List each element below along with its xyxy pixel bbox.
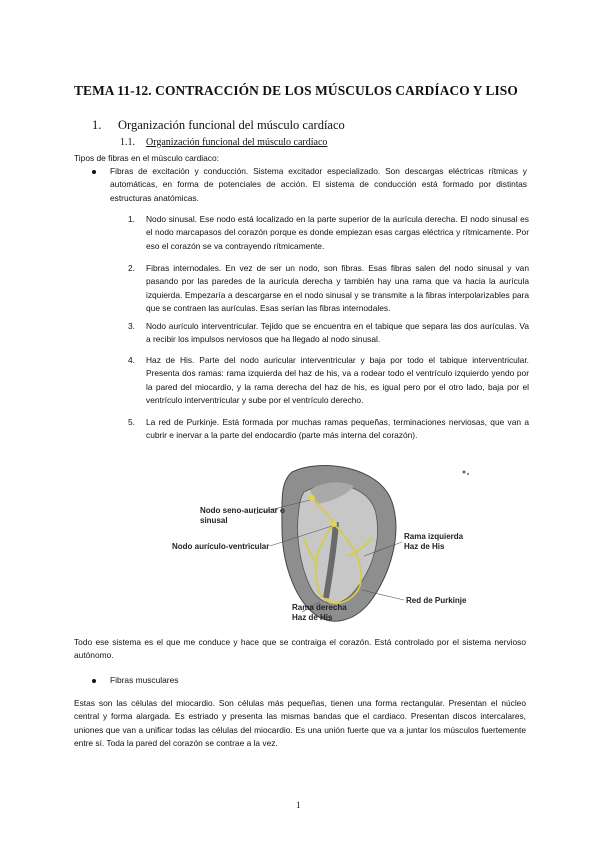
list-number: 4.: [128, 355, 135, 365]
bullet-fibras-excitacion: Fibras de excitación y conducción. Sistema excitador especializado. Son descargas eléctricas rítmicas y automáticas, en forma de potenciales de acción. El sistema de conducción está formado por distintas estructuras anatómicas.: [110, 166, 527, 203]
bullet-point: [92, 679, 96, 683]
page-title: TEMA 11-12. CONTRACCIÓN DE LOS MÚSCULOS CARDÍACO Y LISO: [74, 83, 518, 98]
list-item-red-purkinje: La red de Purkinje. Está formada por muchas ramas pequeñas, terminaciones nerviosas, que van a cubrir e inervar a la parte del endocardio (parte más interna del corazón).: [146, 417, 529, 441]
list-number: 2.: [128, 263, 135, 273]
list-item-nodo-auriculo: Nodo aurículo interventricular. Tejido que se encuentra en el tabique que separa las dos aurículas. Va a recibir los impulsos nerviosos que ha llegado al nodo sinusal.: [146, 321, 529, 345]
heart-conduction-figure: [170, 462, 480, 630]
subsection-title: Organización funcional del músculo cardíaco: [146, 137, 328, 148]
list-number: 5.: [128, 417, 135, 427]
subsection-number: 1.1.: [120, 137, 135, 148]
label-purkinje: Red de Purkinje: [406, 596, 467, 605]
list-number: 3.: [128, 321, 135, 331]
list-item-fibras-internodales: Fibras internodales. En vez de ser un nodo, son fibras. Esas fibras salen del nodo sinusal y van pasando por las paredes de la aurícula derecha y también hay una rama que va hacia la aurícula izquierda. Empezaría a descargarse en el nodo sinusal y se transmite a la fibras interpolarizables para que se contraen las aurículas. Esas serían las fibras internodales.: [146, 263, 529, 314]
figure-corner-mark: [463, 471, 470, 476]
bullet-fibras-musculares: Fibras musculares: [110, 675, 179, 685]
list-item-nodo-sinusal: Nodo sinusal. Ese nodo está localizado en la parte superior de la aurícula derecha. El nodo sinusal es el nodo marcapasos del corazón porque es donde empiezan esas cargas eléctrica y rítmicamente. Por eso el corazón se va contrayendo rítmicamente.: [146, 214, 529, 251]
label-av-node: Nodo aurículo-ventricular: [172, 542, 270, 551]
label-right-branch: Rama derecha Haz de His: [292, 603, 347, 622]
subsection-heading: [120, 137, 327, 148]
label-left-branch: Rama izquierda Haz de His: [404, 532, 464, 551]
page-number: 1: [296, 800, 301, 810]
list-item-haz-de-his: Haz de His. Parte del nodo auricular interventricular y baja por todo el tabique interventricular. Presenta dos ramas: rama izquierda del haz de his, va a rodear todo el ventrículo izquierdo yendo por la pared del miocardio, y la rama derecha del haz de his, es igual pero por el otro lado, baja por el ventrículo interventricular y sube por el ventrículo derecho.: [146, 355, 529, 406]
section-number: 1.: [92, 118, 102, 132]
section-heading: [92, 118, 345, 133]
after-figure-text: Todo ese sistema es el que me conduce y hace que se contraiga el corazón. Está controlado por el sistema nervioso autónomo.: [74, 637, 526, 661]
muscle-paragraph: Estas son las células del miocardio. Son células más pequeñas, tienen una forma rectangular. Presentan el núcleo central y forma alargada. Es estriado y presenta las mismas bandas que el cardiaco. Presentan discos intercalares, uniones que van a unificar todas las células del miocardio. Es una unión fuerte que va a juntar los músculos fuertemente entre sí. Toda la pared del corazón se contrae a la vez.: [74, 698, 526, 749]
bullet-point: [92, 170, 96, 174]
section-title: Organización funcional del músculo cardíaco: [118, 118, 345, 132]
intro-text: Tipos de fibras en el músculo cardiaco:: [74, 153, 219, 163]
label-sa-node: Nodo seno-auricular o sinusal: [200, 506, 285, 525]
list-number: 1.: [128, 214, 135, 224]
